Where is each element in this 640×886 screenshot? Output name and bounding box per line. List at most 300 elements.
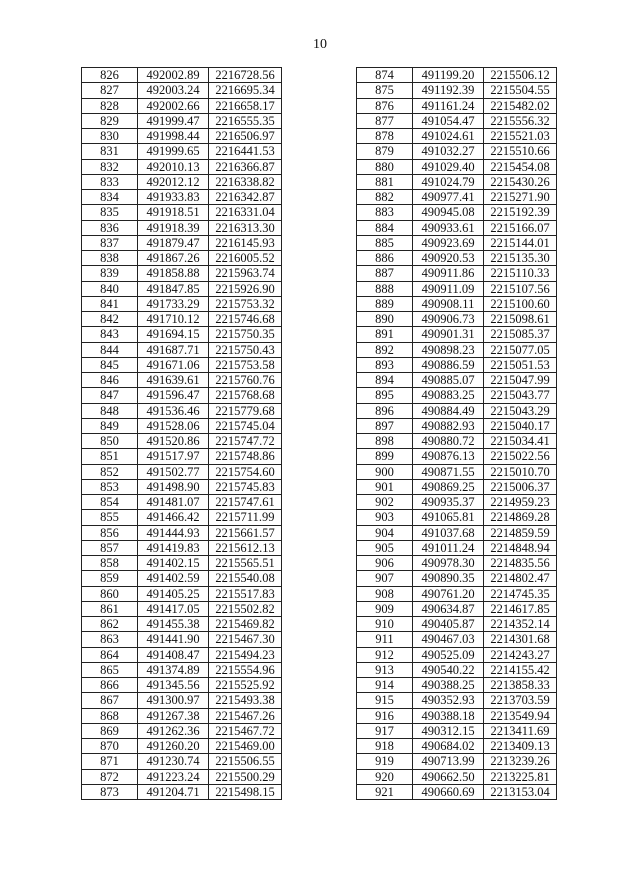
- table-row: [357, 632, 557, 647]
- point-number-cell: 897: [357, 418, 413, 433]
- point-number-cell: 913: [357, 662, 413, 677]
- point-number-cell: 875: [357, 83, 413, 98]
- table-row: [82, 739, 282, 754]
- x-coordinate-cell: 491230.74: [138, 754, 209, 769]
- y-coordinate-cell: 2214802.47: [484, 571, 557, 586]
- y-coordinate-cell: 2215506.55: [209, 754, 282, 769]
- x-coordinate-cell: 490388.18: [413, 708, 484, 723]
- point-number-cell: 833: [82, 174, 138, 189]
- table-row: [357, 739, 557, 754]
- x-coordinate-cell: 491528.06: [138, 418, 209, 433]
- point-number-cell: 900: [357, 464, 413, 479]
- y-coordinate-cell: 2215493.38: [209, 693, 282, 708]
- point-number-cell: 826: [82, 68, 138, 83]
- coordinates-table-left: [81, 67, 282, 800]
- y-coordinate-cell: 2215006.37: [484, 479, 557, 494]
- point-number-cell: 898: [357, 434, 413, 449]
- point-number-cell: 890: [357, 312, 413, 327]
- table-row: [357, 647, 557, 662]
- y-coordinate-cell: 2215521.03: [484, 129, 557, 144]
- point-number-cell: 887: [357, 266, 413, 281]
- point-number-cell: 861: [82, 601, 138, 616]
- point-number-cell: 899: [357, 449, 413, 464]
- point-number-cell: 834: [82, 190, 138, 205]
- table-row: [82, 220, 282, 235]
- table-row: [82, 693, 282, 708]
- point-number-cell: 843: [82, 327, 138, 342]
- table-row: [357, 678, 557, 693]
- table-row: [82, 159, 282, 174]
- table-row: [82, 769, 282, 784]
- x-coordinate-cell: 491032.27: [413, 144, 484, 159]
- x-coordinate-cell: 490933.61: [413, 220, 484, 235]
- point-number-cell: 841: [82, 296, 138, 311]
- x-coordinate-cell: 491918.39: [138, 220, 209, 235]
- y-coordinate-cell: 2215469.82: [209, 617, 282, 632]
- y-coordinate-cell: 2214869.28: [484, 510, 557, 525]
- table-row: [357, 144, 557, 159]
- y-coordinate-cell: 2216506.97: [209, 129, 282, 144]
- x-coordinate-cell: 490871.55: [413, 464, 484, 479]
- x-coordinate-cell: 490388.25: [413, 678, 484, 693]
- x-coordinate-cell: 491408.47: [138, 647, 209, 662]
- point-number-cell: 920: [357, 769, 413, 784]
- x-coordinate-cell: 490920.53: [413, 251, 484, 266]
- y-coordinate-cell: 2213239.26: [484, 754, 557, 769]
- table-row: [357, 540, 557, 555]
- table-row: [357, 373, 557, 388]
- y-coordinate-cell: 2216441.53: [209, 144, 282, 159]
- y-coordinate-cell: 2215746.68: [209, 312, 282, 327]
- x-coordinate-cell: 490885.07: [413, 373, 484, 388]
- table-row: [357, 464, 557, 479]
- y-coordinate-cell: 2215498.15: [209, 784, 282, 799]
- table-row: [357, 98, 557, 113]
- y-coordinate-cell: 2215748.86: [209, 449, 282, 464]
- x-coordinate-cell: 490352.93: [413, 693, 484, 708]
- table-row: [357, 769, 557, 784]
- x-coordinate-cell: 491694.15: [138, 327, 209, 342]
- point-number-cell: 864: [82, 647, 138, 662]
- y-coordinate-cell: 2215098.61: [484, 312, 557, 327]
- y-coordinate-cell: 2213409.13: [484, 739, 557, 754]
- point-number-cell: 914: [357, 678, 413, 693]
- point-number-cell: 916: [357, 708, 413, 723]
- point-number-cell: 871: [82, 754, 138, 769]
- x-coordinate-cell: 491161.24: [413, 98, 484, 113]
- x-coordinate-cell: 490923.69: [413, 235, 484, 250]
- x-coordinate-cell: 491417.05: [138, 601, 209, 616]
- point-number-cell: 850: [82, 434, 138, 449]
- y-coordinate-cell: 2214745.35: [484, 586, 557, 601]
- x-coordinate-cell: 491520.86: [138, 434, 209, 449]
- x-coordinate-cell: 490908.11: [413, 296, 484, 311]
- point-number-cell: 912: [357, 647, 413, 662]
- table-row: [82, 449, 282, 464]
- table-row: [82, 327, 282, 342]
- x-coordinate-cell: 491498.90: [138, 479, 209, 494]
- point-number-cell: 870: [82, 739, 138, 754]
- table-row: [357, 68, 557, 83]
- x-coordinate-cell: 490884.49: [413, 403, 484, 418]
- y-coordinate-cell: 2214617.85: [484, 601, 557, 616]
- x-coordinate-cell: 491054.47: [413, 113, 484, 128]
- y-coordinate-cell: 2216658.17: [209, 98, 282, 113]
- table-row: [82, 296, 282, 311]
- x-coordinate-cell: 490977.41: [413, 190, 484, 205]
- table-row: [82, 174, 282, 189]
- y-coordinate-cell: 2214848.94: [484, 540, 557, 555]
- point-number-cell: 857: [82, 540, 138, 555]
- x-coordinate-cell: 491466.42: [138, 510, 209, 525]
- table-row: [357, 403, 557, 418]
- y-coordinate-cell: 2215166.07: [484, 220, 557, 235]
- point-number-cell: 860: [82, 586, 138, 601]
- x-coordinate-cell: 491065.81: [413, 510, 484, 525]
- x-coordinate-cell: 491933.83: [138, 190, 209, 205]
- y-coordinate-cell: 2215745.83: [209, 479, 282, 494]
- table-row: [82, 434, 282, 449]
- point-number-cell: 852: [82, 464, 138, 479]
- x-coordinate-cell: 491847.85: [138, 281, 209, 296]
- point-number-cell: 868: [82, 708, 138, 723]
- point-number-cell: 836: [82, 220, 138, 235]
- x-coordinate-cell: 490906.73: [413, 312, 484, 327]
- x-coordinate-cell: 490713.99: [413, 754, 484, 769]
- y-coordinate-cell: 2216338.82: [209, 174, 282, 189]
- point-number-cell: 907: [357, 571, 413, 586]
- x-coordinate-cell: 491671.06: [138, 357, 209, 372]
- coordinates-table-left-body: [82, 68, 282, 800]
- x-coordinate-cell: 491192.39: [413, 83, 484, 98]
- table-row: [357, 266, 557, 281]
- point-number-cell: 906: [357, 556, 413, 571]
- table-row: [357, 129, 557, 144]
- table-row: [357, 327, 557, 342]
- y-coordinate-cell: 2215454.08: [484, 159, 557, 174]
- table-row: [82, 129, 282, 144]
- x-coordinate-cell: 491481.07: [138, 495, 209, 510]
- x-coordinate-cell: 490634.87: [413, 601, 484, 616]
- x-coordinate-cell: 490876.13: [413, 449, 484, 464]
- table-row: [82, 83, 282, 98]
- point-number-cell: 915: [357, 693, 413, 708]
- point-number-cell: 872: [82, 769, 138, 784]
- x-coordinate-cell: 490312.15: [413, 723, 484, 738]
- table-row: [82, 388, 282, 403]
- x-coordinate-cell: 492002.66: [138, 98, 209, 113]
- point-number-cell: 891: [357, 327, 413, 342]
- table-row: [357, 113, 557, 128]
- x-coordinate-cell: 490540.22: [413, 662, 484, 677]
- x-coordinate-cell: 491536.46: [138, 403, 209, 418]
- x-coordinate-cell: 490880.72: [413, 434, 484, 449]
- x-coordinate-cell: 492002.89: [138, 68, 209, 83]
- table-row: [82, 251, 282, 266]
- table-row: [82, 342, 282, 357]
- y-coordinate-cell: 2215768.68: [209, 388, 282, 403]
- x-coordinate-cell: 490978.30: [413, 556, 484, 571]
- x-coordinate-cell: 490869.25: [413, 479, 484, 494]
- y-coordinate-cell: 2215494.23: [209, 647, 282, 662]
- y-coordinate-cell: 2215506.12: [484, 68, 557, 83]
- y-coordinate-cell: 2215525.92: [209, 678, 282, 693]
- table-row: [82, 98, 282, 113]
- x-coordinate-cell: 491199.20: [413, 68, 484, 83]
- y-coordinate-cell: 2215554.96: [209, 662, 282, 677]
- table-row: [82, 403, 282, 418]
- table-row: [357, 556, 557, 571]
- point-number-cell: 839: [82, 266, 138, 281]
- y-coordinate-cell: 2214301.68: [484, 632, 557, 647]
- y-coordinate-cell: 2215500.29: [209, 769, 282, 784]
- table-row: [357, 357, 557, 372]
- table-row: [357, 586, 557, 601]
- point-number-cell: 863: [82, 632, 138, 647]
- x-coordinate-cell: 491029.40: [413, 159, 484, 174]
- point-number-cell: 886: [357, 251, 413, 266]
- point-number-cell: 879: [357, 144, 413, 159]
- table-row: [357, 708, 557, 723]
- x-coordinate-cell: 491687.71: [138, 342, 209, 357]
- table-row: [82, 266, 282, 281]
- y-coordinate-cell: 2215482.02: [484, 98, 557, 113]
- table-row: [82, 586, 282, 601]
- point-number-cell: 903: [357, 510, 413, 525]
- point-number-cell: 893: [357, 357, 413, 372]
- x-coordinate-cell: 491345.56: [138, 678, 209, 693]
- table-row: [82, 190, 282, 205]
- point-number-cell: 856: [82, 525, 138, 540]
- y-coordinate-cell: 2215467.72: [209, 723, 282, 738]
- x-coordinate-cell: 490945.08: [413, 205, 484, 220]
- y-coordinate-cell: 2215926.90: [209, 281, 282, 296]
- x-coordinate-cell: 491204.71: [138, 784, 209, 799]
- table-row: [357, 525, 557, 540]
- y-coordinate-cell: 2213858.33: [484, 678, 557, 693]
- table-row: [357, 281, 557, 296]
- point-number-cell: 829: [82, 113, 138, 128]
- x-coordinate-cell: 491223.24: [138, 769, 209, 784]
- x-coordinate-cell: 491918.51: [138, 205, 209, 220]
- y-coordinate-cell: 2215711.99: [209, 510, 282, 525]
- table-row: [82, 373, 282, 388]
- x-coordinate-cell: 491858.88: [138, 266, 209, 281]
- y-coordinate-cell: 2215963.74: [209, 266, 282, 281]
- y-coordinate-cell: 2215661.57: [209, 525, 282, 540]
- y-coordinate-cell: 2216695.34: [209, 83, 282, 98]
- point-number-cell: 831: [82, 144, 138, 159]
- y-coordinate-cell: 2215565.51: [209, 556, 282, 571]
- y-coordinate-cell: 2215747.61: [209, 495, 282, 510]
- table-row: [357, 495, 557, 510]
- table-row: [82, 525, 282, 540]
- y-coordinate-cell: 2215051.53: [484, 357, 557, 372]
- table-row: [82, 754, 282, 769]
- y-coordinate-cell: 2213411.69: [484, 723, 557, 738]
- x-coordinate-cell: 491517.97: [138, 449, 209, 464]
- point-number-cell: 845: [82, 357, 138, 372]
- y-coordinate-cell: 2215612.13: [209, 540, 282, 555]
- x-coordinate-cell: 491419.83: [138, 540, 209, 555]
- point-number-cell: 876: [357, 98, 413, 113]
- point-number-cell: 837: [82, 235, 138, 250]
- table-row: [357, 174, 557, 189]
- y-coordinate-cell: 2213549.94: [484, 708, 557, 723]
- table-row: [82, 784, 282, 799]
- y-coordinate-cell: 2215747.72: [209, 434, 282, 449]
- point-number-cell: 878: [357, 129, 413, 144]
- y-coordinate-cell: 2215430.26: [484, 174, 557, 189]
- point-number-cell: 835: [82, 205, 138, 220]
- table-row: [357, 388, 557, 403]
- y-coordinate-cell: 2216331.04: [209, 205, 282, 220]
- point-number-cell: 832: [82, 159, 138, 174]
- x-coordinate-cell: 490911.09: [413, 281, 484, 296]
- point-number-cell: 851: [82, 449, 138, 464]
- x-coordinate-cell: 491502.77: [138, 464, 209, 479]
- x-coordinate-cell: 490684.02: [413, 739, 484, 754]
- y-coordinate-cell: 2215469.00: [209, 739, 282, 754]
- x-coordinate-cell: 490886.59: [413, 357, 484, 372]
- point-number-cell: 859: [82, 571, 138, 586]
- table-row: [82, 678, 282, 693]
- x-coordinate-cell: 490898.23: [413, 342, 484, 357]
- y-coordinate-cell: 2215753.58: [209, 357, 282, 372]
- point-number-cell: 865: [82, 662, 138, 677]
- table-row: [357, 251, 557, 266]
- table-row: [357, 662, 557, 677]
- y-coordinate-cell: 2215502.82: [209, 601, 282, 616]
- y-coordinate-cell: 2214352.14: [484, 617, 557, 632]
- table-row: [82, 632, 282, 647]
- point-number-cell: 854: [82, 495, 138, 510]
- point-number-cell: 889: [357, 296, 413, 311]
- x-coordinate-cell: 491596.47: [138, 388, 209, 403]
- x-coordinate-cell: 491999.65: [138, 144, 209, 159]
- point-number-cell: 862: [82, 617, 138, 632]
- point-number-cell: 846: [82, 373, 138, 388]
- y-coordinate-cell: 2216145.93: [209, 235, 282, 250]
- y-coordinate-cell: 2215034.41: [484, 434, 557, 449]
- y-coordinate-cell: 2215043.29: [484, 403, 557, 418]
- y-coordinate-cell: 2215556.32: [484, 113, 557, 128]
- table-row: [357, 601, 557, 616]
- point-number-cell: 858: [82, 556, 138, 571]
- table-row: [357, 693, 557, 708]
- y-coordinate-cell: 2216728.56: [209, 68, 282, 83]
- table-row: [82, 662, 282, 677]
- y-coordinate-cell: 2213153.04: [484, 784, 557, 799]
- y-coordinate-cell: 2216005.52: [209, 251, 282, 266]
- y-coordinate-cell: 2214959.23: [484, 495, 557, 510]
- point-number-cell: 919: [357, 754, 413, 769]
- table-row: [82, 464, 282, 479]
- x-coordinate-cell: 490911.86: [413, 266, 484, 281]
- x-coordinate-cell: 491024.79: [413, 174, 484, 189]
- y-coordinate-cell: 2215022.56: [484, 449, 557, 464]
- point-number-cell: 866: [82, 678, 138, 693]
- point-number-cell: 892: [357, 342, 413, 357]
- x-coordinate-cell: 491011.24: [413, 540, 484, 555]
- table-row: [357, 418, 557, 433]
- table-row: [82, 617, 282, 632]
- table-row: [357, 190, 557, 205]
- table-row: [357, 159, 557, 174]
- x-coordinate-cell: 491441.90: [138, 632, 209, 647]
- table-row: [82, 235, 282, 250]
- x-coordinate-cell: 491733.29: [138, 296, 209, 311]
- x-coordinate-cell: 490901.31: [413, 327, 484, 342]
- y-coordinate-cell: 2214835.56: [484, 556, 557, 571]
- point-number-cell: 830: [82, 129, 138, 144]
- y-coordinate-cell: 2215047.99: [484, 373, 557, 388]
- table-row: [82, 723, 282, 738]
- table-row: [82, 647, 282, 662]
- point-number-cell: 847: [82, 388, 138, 403]
- x-coordinate-cell: 491374.89: [138, 662, 209, 677]
- point-number-cell: 902: [357, 495, 413, 510]
- table-row: [82, 708, 282, 723]
- x-coordinate-cell: 491405.25: [138, 586, 209, 601]
- y-coordinate-cell: 2213703.59: [484, 693, 557, 708]
- x-coordinate-cell: 492012.12: [138, 174, 209, 189]
- x-coordinate-cell: 491402.59: [138, 571, 209, 586]
- table-row: [82, 281, 282, 296]
- y-coordinate-cell: 2215271.90: [484, 190, 557, 205]
- point-number-cell: 853: [82, 479, 138, 494]
- y-coordinate-cell: 2216366.87: [209, 159, 282, 174]
- point-number-cell: 844: [82, 342, 138, 357]
- x-coordinate-cell: 491262.36: [138, 723, 209, 738]
- point-number-cell: 882: [357, 190, 413, 205]
- x-coordinate-cell: 491998.44: [138, 129, 209, 144]
- x-coordinate-cell: 490883.25: [413, 388, 484, 403]
- table-row: [357, 434, 557, 449]
- coordinates-table-right: [356, 67, 557, 800]
- y-coordinate-cell: 2215144.01: [484, 235, 557, 250]
- y-coordinate-cell: 2213225.81: [484, 769, 557, 784]
- y-coordinate-cell: 2215540.08: [209, 571, 282, 586]
- y-coordinate-cell: 2215010.70: [484, 464, 557, 479]
- point-number-cell: 904: [357, 525, 413, 540]
- table-row: [82, 312, 282, 327]
- point-number-cell: 855: [82, 510, 138, 525]
- table-row: [82, 357, 282, 372]
- table-row: [82, 113, 282, 128]
- x-coordinate-cell: 492010.13: [138, 159, 209, 174]
- point-number-cell: 909: [357, 601, 413, 616]
- x-coordinate-cell: 490660.69: [413, 784, 484, 799]
- table-row: [357, 784, 557, 799]
- y-coordinate-cell: 2215745.04: [209, 418, 282, 433]
- point-number-cell: 885: [357, 235, 413, 250]
- x-coordinate-cell: 490525.09: [413, 647, 484, 662]
- y-coordinate-cell: 2215107.56: [484, 281, 557, 296]
- point-number-cell: 895: [357, 388, 413, 403]
- y-coordinate-cell: 2215504.55: [484, 83, 557, 98]
- y-coordinate-cell: 2214859.59: [484, 525, 557, 540]
- table-row: [82, 495, 282, 510]
- x-coordinate-cell: 490882.93: [413, 418, 484, 433]
- point-number-cell: 884: [357, 220, 413, 235]
- table-row: [357, 449, 557, 464]
- y-coordinate-cell: 2215779.68: [209, 403, 282, 418]
- table-row: [82, 205, 282, 220]
- point-number-cell: 908: [357, 586, 413, 601]
- table-row: [82, 601, 282, 616]
- point-number-cell: 838: [82, 251, 138, 266]
